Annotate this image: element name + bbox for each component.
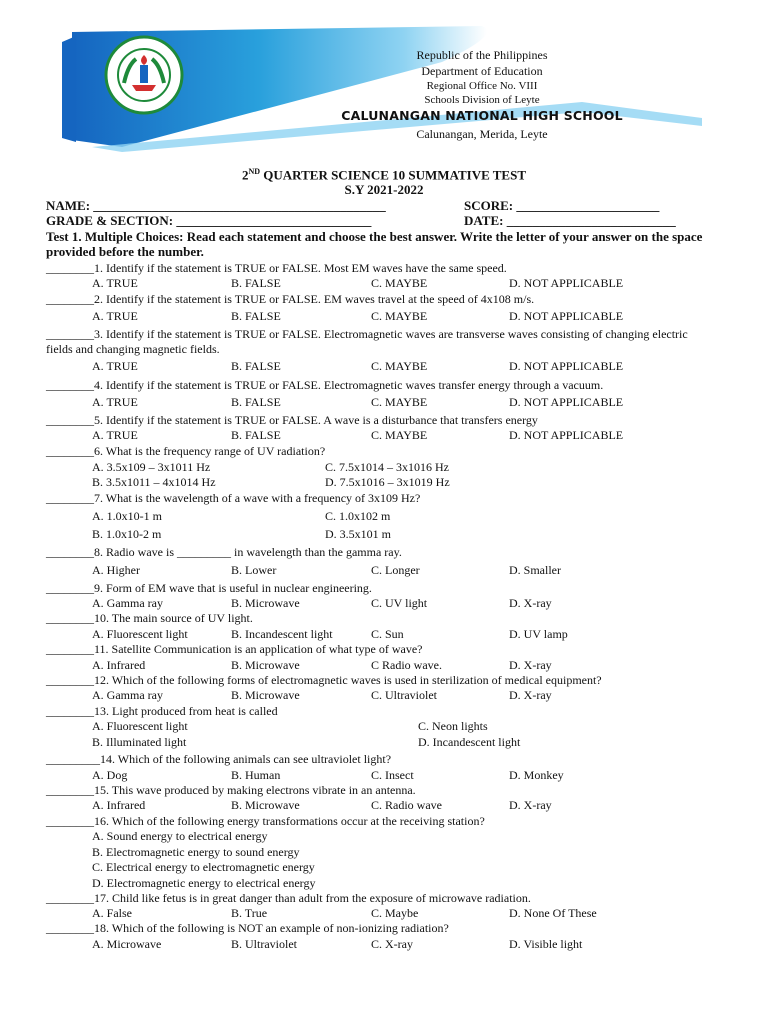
q15-option-b: B. Microwave [231,798,300,812]
instructions: Test 1. Multiple Choices: Read each statement and choose the best answer. Write the letter of your answer on the space provided before the number. [46,229,703,259]
q10-option-a: A. Fluorescent light [92,627,188,641]
question-15: ________15. This wave produced by making electrons vibrate in an antenna. [46,783,416,797]
q1-option-b: B. FALSE [231,276,281,290]
q4-option-a: A. TRUE [92,395,138,409]
q12-option-c: C. Ultraviolet [371,688,437,702]
q15-option-a: A. Infrared [92,798,146,812]
q6-option-d: D. 7.5x1016 – 3x1019 Hz [325,475,450,489]
question-17: ________17. Child like fetus is in great danger than adult from the exposure of microwave radiation. [46,891,531,905]
q14-option-a: A. Dog [92,768,128,782]
header-school-name: CALUNANGAN NATIONAL HIGH SCHOOL [341,108,623,123]
q10-option-d: D. UV lamp [509,627,568,641]
header-region: Regional Office No. VIII [426,80,538,92]
title-main: QUARTER SCIENCE 10 SUMMATIVE TEST [260,167,527,183]
school-year: S.Y 2021-2022 [344,182,424,197]
q5-option-a: A. TRUE [92,428,138,442]
q5-option-b: B. FALSE [231,428,281,442]
q13-option-b: B. Illuminated light [92,735,187,749]
q12-option-d: D. X-ray [509,688,552,702]
question-1: ________1. Identify if the statement is TRUE or FALSE. Most EM waves have the same speed. [46,261,507,275]
question-5: ________5. Identify if the statement is TRUE or FALSE. A wave is a disturbance that transfers energy [46,413,538,427]
q1-option-d: D. NOT APPLICABLE [509,276,624,290]
test-title [0,167,768,183]
header-address: Calunangan, Merida, Leyte [416,127,548,141]
q9-option-a: A. Gamma ray [92,596,163,610]
q18-option-d: D. Visible light [509,937,583,951]
q3-option-c: C. MAYBE [371,359,428,373]
q8-option-a: A. Higher [92,563,140,577]
q18-option-a: A. Microwave [92,937,162,951]
question-7: ________7. What is the wavelength of a wave with a frequency of 3x109 Hz? [46,491,421,505]
q14-option-c: C. Insect [371,768,414,782]
q11-option-d: D. X-ray [509,658,552,672]
q11-option-a: A. Infrared [92,658,146,672]
q13-option-c: C. Neon lights [418,719,488,733]
question-13: ________13. Light produced from heat is called [46,704,278,718]
question-12: ________12. Which of the following forms of electromagnetic waves is used in sterilization of medical equipment? [46,673,602,687]
q6-option-c: C. 7.5x1014 – 3x1016 Hz [325,460,449,474]
question-16: ________16. Which of the following energy transformations occur at the receiving station? [46,814,485,828]
q9-option-c: C. UV light [371,596,428,610]
school-logo [104,35,184,115]
q18-option-b: B. Ultraviolet [231,937,297,951]
q3-option-a: A. TRUE [92,359,138,373]
question-11: ________11. Satellite Communication is an application of what type of wave? [46,642,423,656]
q4-option-b: B. FALSE [231,395,281,409]
q16-option-c: C. Electrical energy to electromagnetic energy [92,860,315,874]
q5-option-d: D. NOT APPLICABLE [509,428,624,442]
q10-option-c: C. Sun [371,627,404,641]
q12-option-a: A. Gamma ray [92,688,163,702]
q2-option-a: A. TRUE [92,309,138,323]
question-6: ________6. What is the frequency range of UV radiation? [46,444,326,458]
q6-option-a: A. 3.5x109 – 3x1011 Hz [92,460,211,474]
header-republic: Republic of the Philippines [416,48,548,62]
q13-option-d: D. Incandescent light [418,735,521,749]
q11-option-c: C Radio wave. [371,658,442,672]
q15-option-d: D. X-ray [509,798,552,812]
q14-option-b: B. Human [231,768,281,782]
q2-option-b: B. FALSE [231,309,281,323]
q4-option-c: C. MAYBE [371,395,428,409]
question-3: ________3. Identify if the statement is TRUE or FALSE. Electromagnetic waves are transverse waves consisting of changing electric fields and changing magnetic fields. [46,327,688,356]
q8-option-d: D. Smaller [509,563,561,577]
q8-option-b: B. Lower [231,563,277,577]
q1-option-a: A. TRUE [92,276,138,290]
q7-option-b: B. 1.0x10-2 m [92,527,162,541]
header-department: Department of Education [421,64,543,78]
q7-option-d: D. 3.5x101 m [325,527,391,541]
q7-option-a: A. 1.0x10-1 m [92,509,162,523]
question-4: ________4. Identify if the statement is TRUE or FALSE. Electromagnetic waves transfer energy through a vacuum. [46,378,604,392]
q15-option-c: C. Radio wave [371,798,442,812]
q2-option-c: C. MAYBE [371,309,428,323]
q16-option-b: B. Electromagnetic energy to sound energy [92,845,300,859]
q10-option-b: B. Incandescent light [231,627,333,641]
question-18: ________18. Which of the following is NOT an example of non-ionizing radiation? [46,921,449,935]
q17-option-b: B. True [231,906,268,920]
q11-option-b: B. Microwave [231,658,300,672]
question-2: ________2. Identify if the statement is TRUE or FALSE. EM waves travel at the speed of 4x108 m/s. [46,292,535,306]
grade-section-field[interactable]: GRADE & SECTION: ______________________________ [46,213,372,228]
quarter-number: 2 [241,167,249,183]
date-field[interactable]: DATE: __________________________ [464,213,676,228]
quarter-suffix: ND [248,167,261,176]
q1-option-c: C. MAYBE [371,276,428,290]
q9-option-d: D. X-ray [509,596,552,610]
q17-option-c: C. Maybe [371,906,419,920]
question-10: ________10. The main source of UV light. [46,611,253,625]
q2-option-d: D. NOT APPLICABLE [509,309,624,323]
q7-option-c: C. 1.0x102 m [325,509,391,523]
score-field[interactable]: SCORE: ______________________ [464,198,660,213]
q3-option-b: B. FALSE [231,359,281,373]
q3-option-d: D. NOT APPLICABLE [509,359,624,373]
q18-option-c: C. X-ray [371,937,413,951]
question-8: ________8. Radio wave is _________ in wavelength than the gamma ray. [46,545,402,559]
q8-option-c: C. Longer [371,563,420,577]
q17-option-a: A. False [92,906,132,920]
q4-option-d: D. NOT APPLICABLE [509,395,624,409]
header-division: Schools Division of Leyte [424,94,540,106]
q17-option-d: D. None Of These [509,906,597,920]
q14-option-d: D. Monkey [509,768,564,782]
q6-option-b: B. 3.5x1011 – 4x1014 Hz [92,475,216,489]
question-14: _________14. Which of the following animals can see ultraviolet light? [46,752,392,766]
question-9: ________9. Form of EM wave that is useful in nuclear engineering. [46,581,372,595]
q5-option-c: C. MAYBE [371,428,428,442]
q13-option-a: A. Fluorescent light [92,719,188,733]
name-field[interactable]: NAME: _____________________________________________ [46,198,386,213]
q12-option-b: B. Microwave [231,688,300,702]
q16-option-d: D. Electromagnetic energy to electrical energy [92,876,316,890]
q16-option-a: A. Sound energy to electrical energy [92,829,268,843]
q9-option-b: B. Microwave [231,596,300,610]
